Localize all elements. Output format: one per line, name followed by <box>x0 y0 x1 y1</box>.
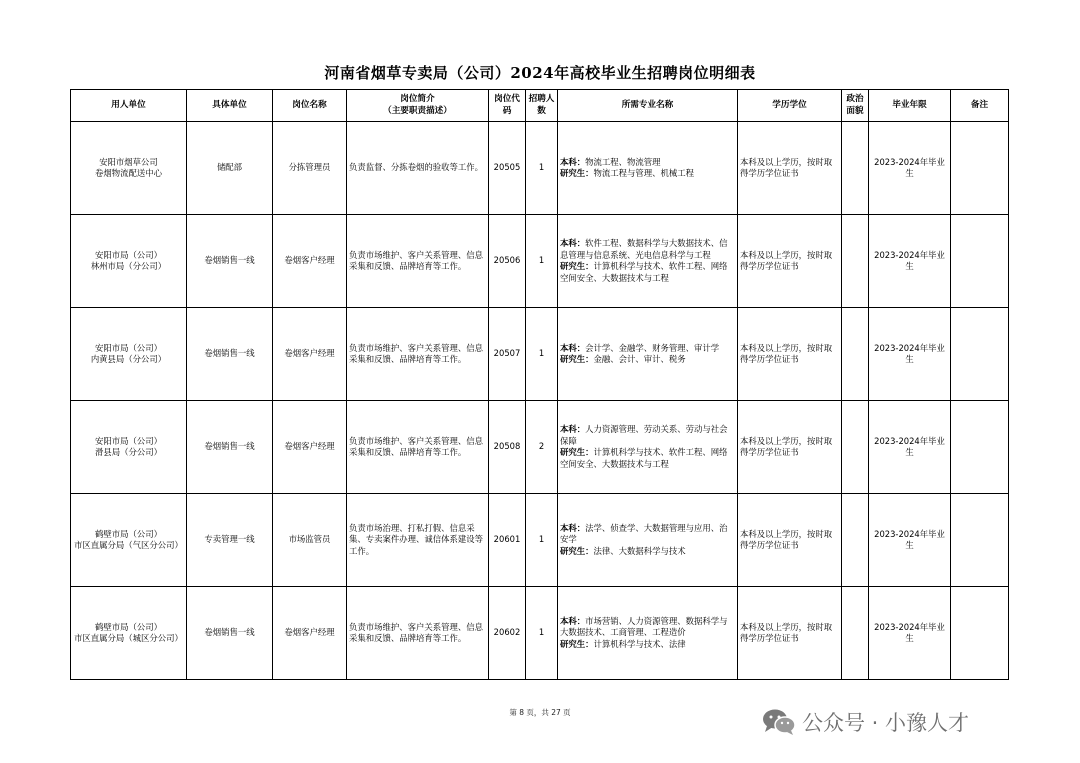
cell-degree: 本科及以上学历，按时取得学历学位证书 <box>738 401 842 494</box>
watermark <box>762 706 969 738</box>
cell-major <box>558 587 738 680</box>
cell-degree: 本科及以上学历，按时取得学历学位证书 <box>738 215 842 308</box>
major-grad <box>560 354 735 366</box>
cell-code: 20602 <box>489 587 526 680</box>
cell-code: 20507 <box>489 308 526 401</box>
cell-intro: 负责市场维护、客户关系管理、信息采集和反馈、品牌培育等工作。 <box>347 308 489 401</box>
table-header-row <box>71 90 1009 122</box>
cell-count: 1 <box>526 587 558 680</box>
cell-intro: 负责市场治理、打私打假、信息采集、专卖案件办理、诚信体系建设等工作。 <box>347 494 489 587</box>
grad-label: 研究生： <box>560 261 594 271</box>
major-grad <box>560 447 735 470</box>
grad-majors: 计算机科学与技术、软件工程、网络空间安全、大数据技术与工程 <box>560 261 728 283</box>
undergrad-label: 本科： <box>560 238 586 248</box>
employer-line2: 林州市局（分公司） <box>90 261 167 271</box>
grad-label: 研究生： <box>560 638 594 649</box>
cell-grad-year: 2023-2024年毕业生 <box>869 401 951 494</box>
cell-count: 1 <box>526 494 558 587</box>
cell-interview <box>842 122 869 215</box>
employer-line2: 内黄县局（分公司） <box>90 354 167 364</box>
table-row <box>71 122 1009 215</box>
undergrad-majors: 市场营销、人力资源管理、数据科学与大数据技术、工商管理、工程造价 <box>560 615 728 638</box>
cell-position: 卷烟客户经理 <box>273 308 347 401</box>
recruitment-table <box>70 89 1009 680</box>
cell-remark <box>951 401 1009 494</box>
major-undergrad <box>560 238 735 261</box>
cell-major <box>558 494 738 587</box>
employer-line2: 市区直属分局（气区分公司） <box>74 540 183 550</box>
cell-grad-year: 2023-2024年毕业生 <box>869 308 951 401</box>
cell-remark <box>951 494 1009 587</box>
employer-line2: 卷烟物流配送中心 <box>95 168 162 178</box>
undergrad-majors: 人力资源管理、劳动关系、劳动与社会保障 <box>560 424 728 446</box>
cell-remark <box>951 587 1009 680</box>
header-intro-line2: （主要职责描述） <box>383 105 452 116</box>
major-undergrad <box>560 616 735 639</box>
header-major: 所需专业名称 <box>558 90 738 122</box>
header-code: 岗位代码 <box>489 90 526 122</box>
cell-unit: 专卖管理一线 <box>187 494 273 587</box>
undergrad-majors: 物流工程、物流管理 <box>585 156 661 167</box>
undergrad-majors: 软件工程、数据科学与大数据技术、信息管理与信息系统、光电信息科学与工程 <box>560 238 728 260</box>
employer-line1: 安阳市局（公司） <box>95 249 162 260</box>
cell-grad-year: 2023-2024年毕业生 <box>869 215 951 308</box>
cell-employer <box>71 494 187 587</box>
grad-majors: 计算机科学与技术、软件工程、网络空间安全、大数据技术与工程 <box>560 447 728 469</box>
undergrad-label: 本科： <box>560 424 586 434</box>
employer-line1: 安阳市烟草公司 <box>99 156 158 167</box>
major-grad <box>560 168 735 180</box>
major-undergrad <box>560 157 735 169</box>
employer-line1: 鹤壁市局（公司） <box>95 528 162 539</box>
undergrad-label: 本科： <box>560 615 586 626</box>
cell-degree: 本科及以上学历，按时取得学历学位证书 <box>738 308 842 401</box>
cell-code: 20601 <box>489 494 526 587</box>
cell-employer <box>71 215 187 308</box>
cell-major <box>558 308 738 401</box>
employer-line1: 安阳市局（公司） <box>95 342 162 353</box>
cell-intro: 负责市场维护、客户关系管理、信息采集和反馈、品牌培育等工作。 <box>347 401 489 494</box>
table-row <box>71 494 1009 587</box>
header-degree: 学历学位 <box>738 90 842 122</box>
table-row <box>71 401 1009 494</box>
cell-interview <box>842 308 869 401</box>
cell-unit: 储配部 <box>187 122 273 215</box>
table-row <box>71 308 1009 401</box>
cell-interview <box>842 401 869 494</box>
major-undergrad <box>560 343 735 355</box>
grad-majors: 物流工程与管理、机械工程 <box>593 168 694 178</box>
employer-line1: 鹤壁市局（公司） <box>95 621 162 632</box>
table-row <box>71 587 1009 680</box>
header-employer: 用人单位 <box>71 90 187 122</box>
page-title: 河南省烟草专卖局（公司）2024年高校毕业生招聘岗位明细表 <box>324 64 756 82</box>
undergrad-majors: 会计学、金融学、财务管理、审计学 <box>585 342 720 353</box>
cell-remark <box>951 215 1009 308</box>
cell-count: 1 <box>526 308 558 401</box>
cell-code: 20508 <box>489 401 526 494</box>
cell-intro: 负责监督、分拣卷烟的验收等工作。 <box>347 122 489 215</box>
cell-grad-year: 2023-2024年毕业生 <box>869 587 951 680</box>
grad-majors: 法律、大数据科学与技术 <box>593 545 686 556</box>
header-grad-year: 毕业年限 <box>869 90 951 122</box>
header-unit: 具体单位 <box>187 90 273 122</box>
grad-majors: 金融、会计、审计、税务 <box>593 354 686 364</box>
cell-position: 分拣管理员 <box>273 122 347 215</box>
grad-label: 研究生： <box>560 168 594 178</box>
header-intro <box>347 90 489 122</box>
undergrad-label: 本科： <box>560 342 586 353</box>
grad-majors: 计算机科学与技术、法律 <box>593 638 686 649</box>
cell-unit: 卷烟销售一线 <box>187 587 273 680</box>
cell-position: 卷烟客户经理 <box>273 587 347 680</box>
cell-major <box>558 215 738 308</box>
cell-degree: 本科及以上学历，按时取得学历学位证书 <box>738 122 842 215</box>
cell-degree: 本科及以上学历，按时取得学历学位证书 <box>738 494 842 587</box>
cell-employer <box>71 587 187 680</box>
cell-remark <box>951 122 1009 215</box>
cell-unit: 卷烟销售一线 <box>187 215 273 308</box>
cell-position: 市场监管员 <box>273 494 347 587</box>
grad-label: 研究生： <box>560 545 594 556</box>
cell-employer <box>71 401 187 494</box>
cell-employer <box>71 308 187 401</box>
cell-major <box>558 401 738 494</box>
grad-label: 研究生： <box>560 354 594 364</box>
cell-position: 卷烟客户经理 <box>273 215 347 308</box>
cell-unit: 卷烟销售一线 <box>187 401 273 494</box>
cell-code: 20506 <box>489 215 526 308</box>
cell-employer <box>71 122 187 215</box>
major-undergrad <box>560 523 735 546</box>
cell-interview <box>842 587 869 680</box>
cell-major <box>558 122 738 215</box>
wechat-icon <box>762 708 796 736</box>
cell-grad-year: 2023-2024年毕业生 <box>869 494 951 587</box>
grad-label: 研究生： <box>560 447 594 457</box>
cell-interview <box>842 494 869 587</box>
cell-intro: 负责市场维护、客户关系管理、信息采集和反馈、品牌培育等工作。 <box>347 587 489 680</box>
major-grad <box>560 546 735 558</box>
header-interview: 政治面貌 <box>842 90 869 122</box>
major-undergrad <box>560 424 735 447</box>
major-grad <box>560 261 735 284</box>
undergrad-label: 本科： <box>560 156 586 167</box>
cell-code: 20505 <box>489 122 526 215</box>
cell-count: 2 <box>526 401 558 494</box>
cell-degree: 本科及以上学历，按时取得学历学位证书 <box>738 587 842 680</box>
employer-line2: 市区直属分局（城区分公司） <box>74 633 183 643</box>
employer-line1: 安阳市局（公司） <box>95 435 162 446</box>
cell-position: 卷烟客户经理 <box>273 401 347 494</box>
cell-count: 1 <box>526 215 558 308</box>
header-intro-line1: 岗位简介 <box>400 94 435 104</box>
header-remark: 备注 <box>951 90 1009 122</box>
cell-unit: 卷烟销售一线 <box>187 308 273 401</box>
page-footer: 第 8 页，共 27 页 <box>509 708 571 717</box>
employer-line2: 滑县局（分公司） <box>95 447 162 457</box>
cell-intro: 负责市场维护、客户关系管理、信息采集和反馈、品牌培育等工作。 <box>347 215 489 308</box>
cell-remark <box>951 308 1009 401</box>
cell-grad-year: 2023-2024年毕业生 <box>869 122 951 215</box>
undergrad-majors: 法学、侦查学、大数据管理与应用、治安学 <box>560 522 728 545</box>
table-row <box>71 215 1009 308</box>
cell-interview <box>842 215 869 308</box>
watermark-text: 公众号 · 小豫人才 <box>802 711 970 735</box>
cell-count: 1 <box>526 122 558 215</box>
major-grad <box>560 639 735 651</box>
undergrad-label: 本科： <box>560 522 586 533</box>
header-count: 招聘人数 <box>526 90 558 122</box>
header-position: 岗位名称 <box>273 90 347 122</box>
